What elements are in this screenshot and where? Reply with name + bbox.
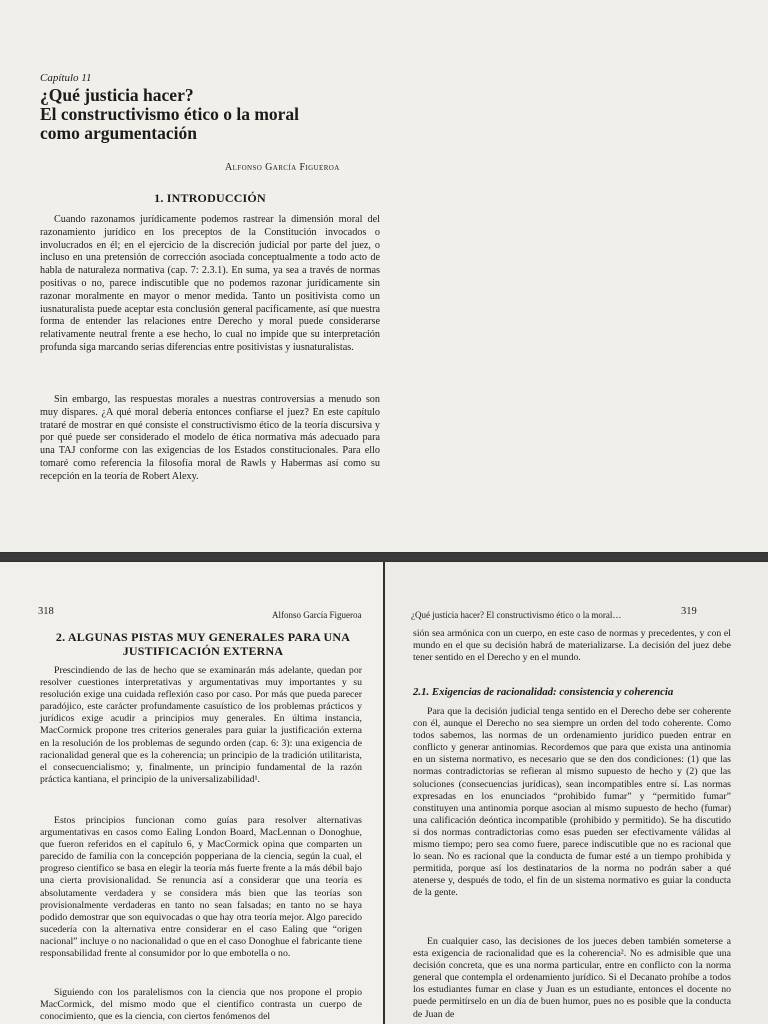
- section-heading-introduction: 1. INTRODUCCIÓN: [154, 191, 266, 205]
- paragraph: Estos principios funcionan como guías para resolver alternativas argumentativas en casos como Ealing London Board, MacLennan o Donoghue, que fueron referidos en el capítulo 6, y MacCormick opina que comparten un parecido de familia con la concepción popperiana de la ciencia, según la cual, el progreso científico se basa en elegir la teoría más fuerte frente a la más débil bajo una cierta provisionalidad. Se renuncia así a considerar que una teoría es absolutamente verdadera y se considera más bien que las teorías son provisionalmente verdaderas en tanto no sean falsadas; en tanto no se haya podido demostrar que son equivocadas o que hay otra teoría mejor. Algo parecido sucedería con la alternativa entre considerar en el caso Ealing que “origen nacional” incluye o no nacionalidad o que en el caso Donoghue el fabricante tiene responsabilidad frente al consumidor por lo que embotella o no.: [40, 815, 362, 960]
- chapter-author: Alfonso García Figueroa: [225, 162, 340, 173]
- book-page-318: [0, 562, 383, 1024]
- subsection-heading: 2.1. Exigencias de racionalidad: consistencia y coherencia: [413, 686, 674, 698]
- paragraph: Prescindiendo de las de hecho que se examinarán más adelante, quedan por resolver cuestiones interpretativas y argumentativas muy importantes y su resolución exige una cuidada reflexión caso por caso. Por más que pueda parecer paradójico, este carácter profundamente casuístico de los problemas prácticos y jurídicos exige acudir a principios muy generales. En última instancia, MacCormick propone tres criterios generales para guiar la justificación externa en la resolución de los problemas de segundo orden (cap. 6: 3): una exigencia de racionalidad general que es la coherencia; un principio de la tradición utilitarista, el consecuencialismo; y, finalmente, un principio fundamental de la razón práctica kantiana, el principio de la universalizabilidad¹.: [40, 665, 362, 785]
- book-page-319: [385, 562, 768, 1024]
- chapter-title-line: ¿Qué justicia hacer?: [40, 85, 194, 105]
- paragraph: Sin embargo, las respuestas morales a nuestras controversias a menudo son muy dispares. ¿A qué moral debería entonces confiarse el juez? En este capítulo trataré de mostrar en qué consiste el constructivismo ético de la teoría discursiva y por qué puede ser considerado el modelo de ética normativa más adecuado para una TAJ conforme con las exigencias de los Estados constitucionales. Para ello tomaré como referencia la filosofía moral de Rawls y Habermas así como su recepción en la teoría de Robert Alexy.: [40, 394, 380, 482]
- section-heading: [42, 630, 364, 658]
- section-heading-line: 2. ALGUNAS PISTAS MUY GENERALES PARA UNA: [55, 630, 351, 644]
- paragraph: Para que la decisión judicial tenga sentido en el Derecho debe ser coherente con él, aunque el Derecho no sea siempre un orden del todo coherente. Como todos sabemos, las normas de un ordenamiento jurídico pueden entrar en conflicto y generar antinomias. Recordemos que para que exista una antinomia en un sistema normativo, es necesario que se den dos condiciones: (1) que las normas contradictorias se refieran al mismo supuesto de hecho y (2) que las soluciones (consecuencias jurídicas), sean incompatibles entre sí. Las normas expresadas en los enunciados “prohibido fumar” y “permitido fumar” constituyen una antinomia porque asocian al mismo supuesto de hecho (fumar) una calificación deóntica incompatible (prohibido y permitido). Se ha discutido si dos normas contradictorias como esas pueden ser efectivamente válidas al mismo tiempo; pero sea como fuere, parece indiscutible que no es racional que lo sean. No es racional que la conducta de fumar esté a un tiempo prohibida y permitida, porque así los destinatarios de la norma no podrán saber a qué atenerse y, después de todo, el fin de un sistema normativo es guiar la conducta de la gente.: [413, 706, 731, 899]
- running-head: ¿Qué justicia hacer? El constructivismo ético o la moral…: [411, 610, 622, 620]
- page-number: 319: [681, 606, 697, 617]
- chapter-title: [40, 86, 380, 143]
- chapter-title-line: El constructivismo ético o la moral: [40, 104, 300, 124]
- paragraph: En cualquier caso, las decisiones de los jueces deben también someterse a esta exigencia de racionalidad que es la coherencia². No es admisible que una decisión concreta, que es una norma particular, entre en conflicto con la norma general que contempla el ordenamiento jurídico. Si el Decanato prohíbe a todos los estudiantes fumar en clase y Juan es un estudiante, entonces el docente no puede permitírselo en un día de buen humor, pues no es posible que la conducta de Juan de: [413, 936, 731, 1020]
- page-number: 318: [38, 606, 54, 617]
- chapter-label: Capítulo 11: [40, 72, 92, 84]
- running-head: Alfonso García Figueroa: [272, 610, 362, 620]
- chapter-title-line: como argumentación: [40, 123, 197, 143]
- paragraph: Siguiendo con los paralelismos con la ciencia que nos propone el propio MacCormick, del mismo modo que el científico contrasta un cuerpo de conocimiento, que es la ciencia, con ciertos fenómenos del: [40, 987, 362, 1023]
- paragraph-continuation: sión sea armónica con un cuerpo, en este caso de normas y precedentes, y con el mundo en el que su decisión habrá de materializarse. La decisión del juez debe tener sentido en el Derecho y en el mundo.: [413, 628, 731, 664]
- section-heading-line: JUSTIFICACIÓN EXTERNA: [122, 644, 284, 658]
- paragraph: Cuando razonamos jurídicamente podemos rastrear la dimensión moral del razonamiento jurídico en los preceptos de la Constitución invocados o involucrados en él; en el ejercicio de la discreción judicial por parte del juez, o incluso en una pretensión de corrección asociada conceptualmente a todo acto de habla de naturaleza normativa (cap. 7: 2.3.1). En suma, ya sea a través de normas positivas o no, parece indiscutible que no podemos razonar jurídicamente sin razonar moralmente en mayor o menor medida. Tanto un positivista como un iusnaturalista puede aceptar esta conclusión general pacíficamente, así que nuestra forma de entender las relaciones entre Derecho y moral puede considerarse relativamente neutral frente a ese hecho, lo cual no impide que su interpretación profunda siga marcando serias diferencias entre positivistas y iusnaturalistas.: [40, 214, 380, 353]
